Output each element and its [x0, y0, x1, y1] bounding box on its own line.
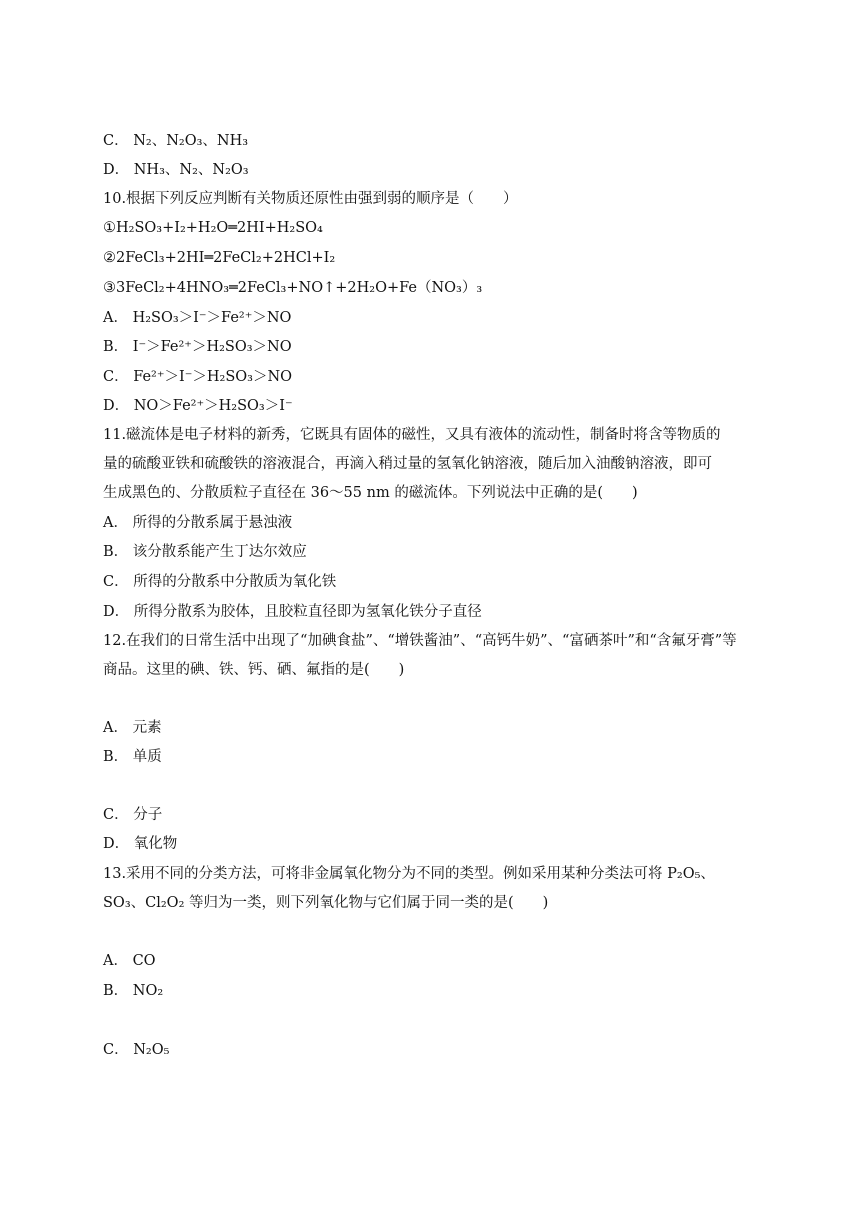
q11-option-d[interactable]: D． 所得分散系为胶体，且胶粒直径即为氢氧化铁分子直径: [103, 604, 482, 620]
q11-option-c[interactable]: C． 所得的分散系中分散质为氧化铁: [103, 574, 337, 590]
q13-option-a[interactable]: A． CO: [103, 953, 156, 969]
q13-option-b[interactable]: B． NO₂: [103, 983, 164, 999]
q13-option-c[interactable]: C． N₂O₅: [103, 1042, 170, 1058]
q11-stem-line-1: 11.磁流体是电子材料的新秀，它既具有固体的磁性，又具有液体的流动性，制备时将含等物质的: [103, 427, 721, 443]
q10-stem: 10.根据下列反应判断有关物质还原性由强到弱的顺序是（ ）: [103, 191, 518, 207]
q12-option-a[interactable]: A． 元素: [103, 720, 162, 736]
q13-stem-line-1: 13.采用不同的分类方法，可将非金属氧化物分为不同的类型。例如采用某种分类法可将 P₂O₅、: [103, 866, 715, 882]
q9-option-c[interactable]: C． N₂、N₂O₃、NH₃: [103, 133, 249, 149]
q9-option-d[interactable]: D． NH₃、N₂、N₂O₃: [103, 162, 249, 178]
q12-option-d[interactable]: D． 氧化物: [103, 836, 178, 852]
q10-reaction-3: ③3FeCl₂+4HNO₃═2FeCl₃+NO↑+2H₂O+Fe（NO₃）₃: [103, 280, 483, 296]
q11-option-a[interactable]: A． 所得的分散系属于悬浊液: [103, 515, 293, 531]
q10-reaction-1: ①H₂SO₃+I₂+H₂O═2HI+H₂SO₄: [103, 220, 323, 236]
q12-option-c[interactable]: C． 分子: [103, 807, 163, 823]
q13-stem-line-2: SO₃、Cl₂O₂ 等归为一类，则下列氧化物与它们属于同一类的是( ): [103, 895, 549, 911]
q12-stem-line-1: 12.在我们的日常生活中出现了“加碘食盐”、“增铁酱油”、“高钙牛奶”、“富硒茶叶”和“含氟牙膏”等: [103, 633, 737, 649]
q10-option-c[interactable]: C． Fe²⁺＞I⁻＞H₂SO₃＞NO: [103, 369, 293, 385]
q10-option-b[interactable]: B． I⁻＞Fe²⁺＞H₂SO₃＞NO: [103, 339, 292, 355]
q12-stem-line-2: 商品。这里的碘、铁、钙、硒、氟指的是( ): [103, 662, 405, 678]
q11-stem-line-2: 量的硫酸亚铁和硫酸铁的溶液混合，再滴入稍过量的氢氧化钠溶液，随后加入油酸钠溶液，即可: [103, 456, 712, 472]
q11-stem-line-3: 生成黑色的、分散质粒子直径在 36～55 nm 的磁流体。下列说法中正确的是( ): [103, 485, 638, 501]
q10-reaction-2: ②2FeCl₃+2HI═2FeCl₂+2HCl+I₂: [103, 250, 336, 266]
q11-option-b[interactable]: B． 该分散系能产生丁达尔效应: [103, 544, 307, 560]
q12-option-b[interactable]: B． 单质: [103, 749, 162, 765]
q10-option-a[interactable]: A． H₂SO₃＞I⁻＞Fe²⁺＞NO: [103, 310, 292, 326]
q10-option-d[interactable]: D． NO＞Fe²⁺＞H₂SO₃＞I⁻: [103, 398, 293, 414]
